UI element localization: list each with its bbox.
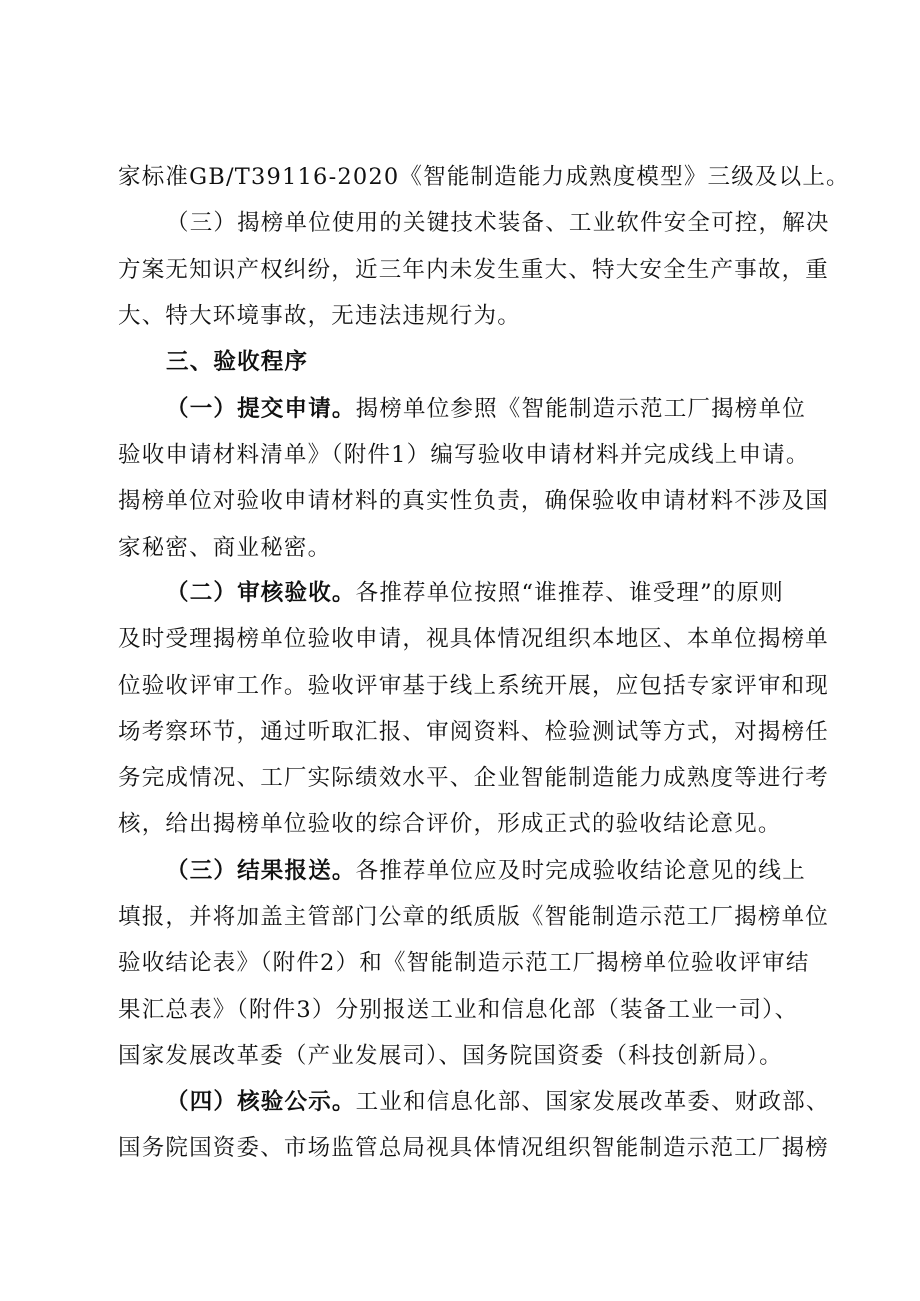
text-span: （三）揭榜单位使用的关键技术装备、工业软件安全可控，解决 [166, 210, 830, 236]
subheading-text: （一）提交申请。 [166, 396, 356, 422]
subheading-text: （三）结果报送。 [166, 858, 356, 884]
text-span: 揭榜单位参照《智能制造示范工厂揭榜单位 [355, 396, 806, 422]
text-span: 国家发展改革委（产业发展司）、国务院国资委（科技创新局）。 [118, 1043, 783, 1069]
paragraph-line [118, 301, 808, 331]
text-span: 及时受理揭榜单位验收申请，视具体情况组织本地区、本单位揭榜单 [118, 626, 830, 652]
paragraph-line [118, 1041, 808, 1071]
paragraph-line [118, 1133, 830, 1163]
subheading-text: （二）审核验收。 [166, 580, 356, 606]
paragraph-line [118, 486, 830, 516]
text-span: 各推荐单位按照“谁推荐、谁受理”的原则 [355, 580, 784, 606]
paragraph-line [118, 902, 830, 932]
paragraph-line [166, 208, 830, 238]
paragraph-line [118, 671, 830, 701]
text-span: 务完成情况、工厂实际绩效水平、企业智能制造能力成熟度等进行考 [118, 765, 830, 791]
paragraph-line [166, 1087, 830, 1117]
text-span: 填报，并将加盖主管部门公章的纸质版《智能制造示范工厂揭榜单位 [118, 904, 830, 930]
paragraph-line [118, 763, 830, 793]
text-span: 方案无知识产权纠纷，近三年内未发生重大、特大安全生产事故，重 [118, 257, 830, 283]
text-span: 工业和信息化部、国家发展改革委、财政部、 [355, 1089, 830, 1115]
text-span: 验收结论表》（附件2）和《智能制造示范工厂揭榜单位验收评审结 [118, 950, 810, 976]
paragraph-line [166, 394, 808, 424]
text-span: 家秘密、商业秘密。 [118, 535, 332, 561]
paragraph-line [118, 255, 830, 285]
subheading-text: （四）核验公示。 [166, 1089, 356, 1115]
text-span: 验收申请材料清单》（附件1）编写验收申请材料并完成线上申请。 [118, 442, 810, 468]
paragraph-line [118, 440, 808, 470]
text-span: 位验收评审工作。验收评审基于线上系统开展，应包括专家评审和现 [118, 673, 830, 699]
text-span: 家标准GB/T39116-2020《智能制造能力成熟度模型》三级及以上。 [118, 164, 850, 190]
paragraph-line [118, 624, 830, 654]
paragraph-line [166, 578, 808, 608]
paragraph-line [166, 856, 808, 886]
text-span: 果汇总表》（附件3）分别报送工业和信息化部（装备工业一司）、 [118, 997, 799, 1023]
paragraph-line [118, 995, 808, 1025]
paragraph-line [118, 717, 830, 747]
text-span: 国务院国资委、市场监管总局视具体情况组织智能制造示范工厂揭榜 [118, 1135, 830, 1161]
text-span: 场考察环节，通过听取汇报、审阅资料、检验测试等方式，对揭榜任 [118, 719, 830, 745]
paragraph-line [118, 809, 808, 839]
text-span: 核，给出揭榜单位验收的综合评价，形成正式的验收结论意见。 [118, 811, 782, 837]
text-span: 大、特大环境事故，无违法违规行为。 [118, 303, 521, 329]
paragraph-line [118, 948, 808, 978]
section-heading [166, 347, 808, 377]
paragraph-line [118, 533, 808, 563]
text-span: 各推荐单位应及时完成验收结论意见的线上 [355, 858, 806, 884]
text-span: 揭榜单位对验收申请材料的真实性负责，确保验收申请材料不涉及国 [118, 488, 830, 514]
paragraph-line [118, 162, 850, 192]
heading-text: 三、验收程序 [166, 349, 309, 375]
